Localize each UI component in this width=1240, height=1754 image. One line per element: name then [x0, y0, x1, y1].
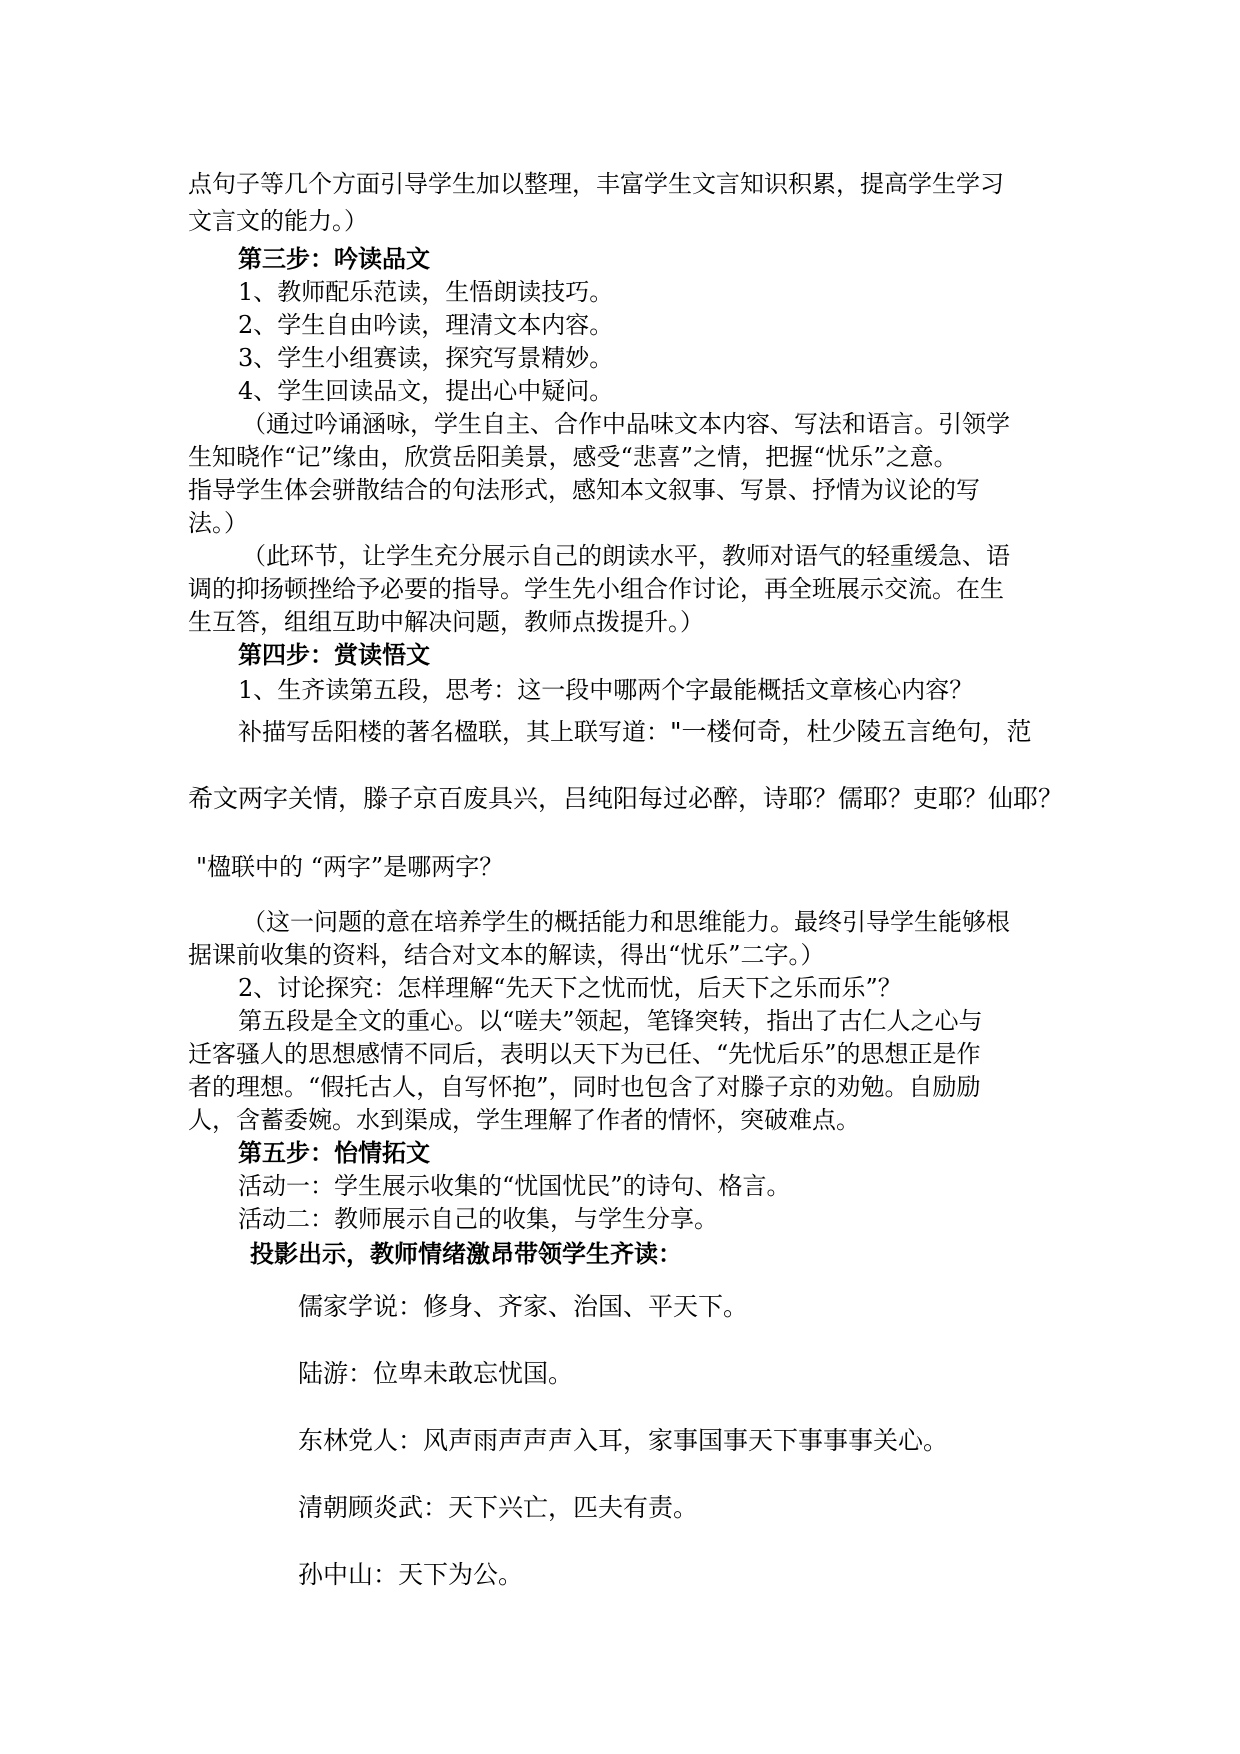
- paragraph-line: "楹联中的 “两字”是哪两字？: [196, 853, 504, 881]
- paragraph-line: 生互答，组组互助中解决问题，教师点拨提升。）: [188, 608, 704, 636]
- paragraph-line: 点句子等几个方面引导学生加以整理，丰富学生文言知识积累，提高学生学习: [188, 170, 1004, 198]
- couplet-intro: 补描写岳阳楼的著名楹联，其上联写道：: [238, 718, 670, 746]
- section-heading: 第五步：怡情拓文: [238, 1138, 430, 1167]
- paragraph-line: 据课前收集的资料，结合对文本的解读，得出“忧乐”二字。）: [188, 941, 825, 969]
- paragraph-line: 生知晓作“记”缘由，欣赏岳阳美景，感受“悲喜”之情，把握“忧乐”之意。: [188, 443, 958, 471]
- paragraph-line: 迁客骚人的思想感情不同后，表明以天下为已任、“先忧后乐”的思想正是作: [188, 1040, 981, 1068]
- paragraph-line: 人，含蓄委婉。水到渠成，学生理解了作者的情怀，突破难点。: [188, 1106, 860, 1134]
- section-heading: 第三步：吟读品文: [238, 244, 430, 273]
- paragraph-line: 第五段是全文的重心。以“嗟夫”领起，笔锋突转，指出了古仁人之心与: [238, 1007, 983, 1035]
- list-item: 3、学生小组赛读，探究写景精妙。: [238, 344, 614, 372]
- couplet-text: 希文两字关情，滕子京百废具兴，吕纯阳每过必醉，诗耶？儒耶？吏耶？仙耶？: [188, 784, 1064, 813]
- list-item: 1、教师配乐范读，生悟朗读技巧。: [238, 278, 614, 306]
- paragraph-line: 者的理想。“假托古人，自写怀抱”，同时也包含了对滕子京的劝勉。自励励: [188, 1073, 981, 1101]
- list-item: 4、学生回读品文，提出心中疑问。: [238, 377, 614, 405]
- quote-line: 儒家学说：修身、齐家、治国、平天下。: [298, 1292, 749, 1321]
- quote-line: 清朝顾炎武：天下兴亡，匹夫有责。: [298, 1493, 699, 1522]
- paragraph-line: 指导学生体会骈散结合的句法形式，感知本文叙事、写景、抒情为议论的写: [188, 476, 980, 504]
- list-item: 2、学生自由吟读，理清文本内容。: [238, 311, 614, 339]
- paragraph-line: 法。）: [188, 509, 248, 537]
- quote-line: 孙中山：天下为公。: [298, 1560, 524, 1589]
- list-item: 2、讨论探究：怎样理解“先天下之忧而忧，后天下之乐而乐”？: [238, 974, 902, 1002]
- quote-line: 陆游：位卑未敢忘忧国。: [298, 1359, 574, 1388]
- paragraph-line: 文言文的能力。）: [188, 207, 368, 235]
- couplet-text: "一楼何奇，杜少陵五言绝句，范: [670, 717, 1032, 746]
- paragraph-line: （此环节，让学生充分展示自己的朗读水平，教师对语气的轻重缓急、语: [242, 542, 1010, 570]
- paragraph-line: 调的抑扬顿挫给予必要的指导。学生先小组合作讨论，再全班展示交流。在生: [188, 575, 1004, 603]
- paragraph-line: （这一问题的意在培养学生的概括能力和思维能力。最终引导学生能够根: [242, 908, 1010, 936]
- section-heading: 第四步：赏读悟文: [238, 640, 430, 669]
- quote-line: 东林党人：风声雨声声声入耳，家事国事天下事事事关心。: [298, 1426, 949, 1455]
- list-item: 1、生齐读第五段，思考：这一段中哪两个字最能概括文章核心内容？: [238, 676, 974, 704]
- paragraph-line: （通过吟诵涵咏，学生自主、合作中品味文本内容、写法和语言。引领学: [242, 410, 1010, 438]
- paragraph-line: 活动二：教师展示自己的收集，与学生分享。: [238, 1205, 718, 1233]
- paragraph-line: 活动一：学生展示收集的“忧国忧民”的诗句、格言。: [238, 1172, 791, 1200]
- projection-heading: 投影出示，教师情绪激昂带领学生齐读：: [250, 1239, 682, 1268]
- paragraph-line: [238, 715, 1032, 749]
